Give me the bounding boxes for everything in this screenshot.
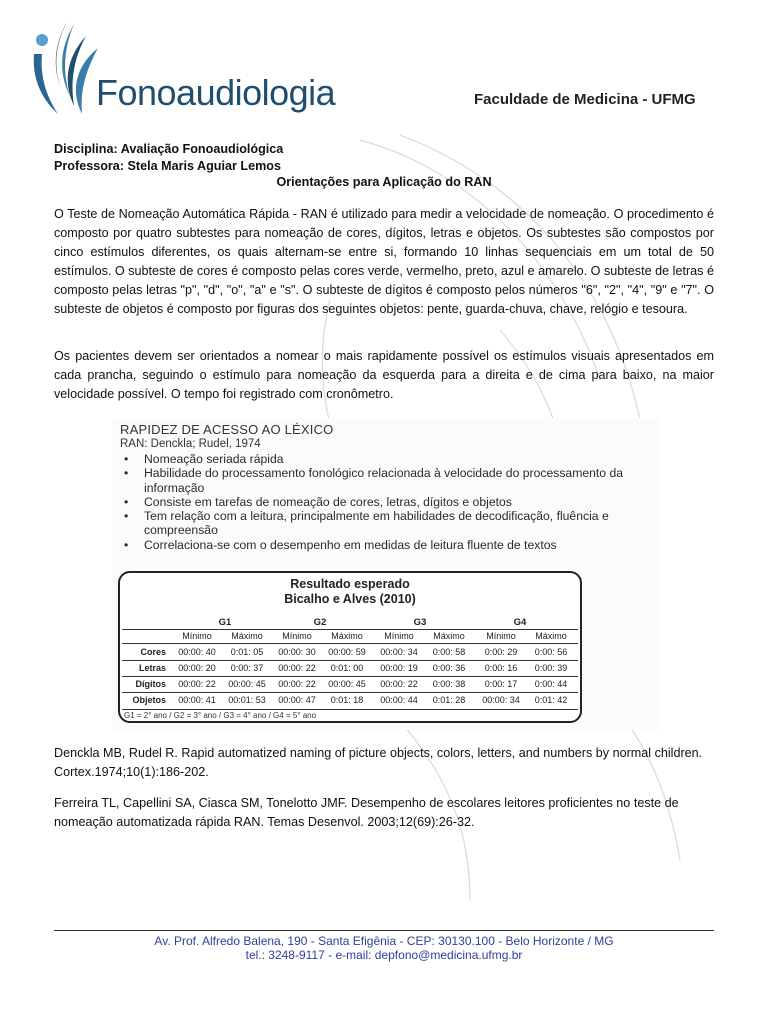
group-header: G1 bbox=[218, 617, 232, 628]
row-label: Cores bbox=[140, 647, 166, 657]
subheader-cell: Máximo bbox=[433, 631, 465, 641]
table-cell: 00:00: 20 bbox=[178, 663, 216, 673]
document-heading: Orientações para Aplicação do RAN bbox=[276, 175, 492, 189]
table-cell: 00:00: 34 bbox=[482, 695, 520, 705]
footer-divider bbox=[54, 930, 714, 931]
table-row bbox=[120, 679, 580, 692]
row-label: Objetos bbox=[132, 695, 166, 705]
table-cell: 0:00: 16 bbox=[484, 663, 518, 673]
scanned-figure bbox=[112, 418, 660, 730]
table-cell: 00:00: 22 bbox=[278, 663, 316, 673]
footer-contact: tel.: 3248-9117 - e-mail: depfono@medicina.ufmg.br bbox=[245, 948, 523, 962]
table-cell: 00:00: 22 bbox=[278, 679, 316, 689]
figure-subtitle: RAN: Denckla; Rudel, 1974 bbox=[120, 438, 261, 450]
professor-line: Professora: Stela Maris Aguiar Lemos bbox=[54, 159, 281, 173]
table-row bbox=[120, 695, 580, 708]
table-cell: 00:00: 34 bbox=[380, 647, 418, 657]
paragraph-intro: O Teste de Nomeação Automática Rápida - RAN é utilizado para medir a velocidade de nomeação. O procedimento é composto por quatro subtestes para nomeação de cores, dígitos, letras e objetos. Os subtestes são compostos por cinco estímulos diferentes, os quais alternam-se entre si, formando 10 linhas sequenciais em um total de 50 estímulos. O subteste de cores é composto pelas cores verde, vermelho, preto, azul e amarelo. O subteste de letras é composto pelas letras "p", "d", "o", "a" e "s". O subteste de dígitos é composto pelos números "6", "2", "4", "9" e "7". O subteste de objetos é composto por figuras dos seguintes objetos: pente, guarda-chuva, chave, relógio e tesoura. bbox=[54, 207, 714, 316]
table-cell: 00:00: 40 bbox=[178, 647, 216, 657]
bullet-item: • Habilidade do processamento fonológico relacionada à velocidade do processamento da informação bbox=[124, 466, 644, 495]
subheader-cell: Mínimo bbox=[384, 631, 414, 641]
table-cell: 00:00: 30 bbox=[278, 647, 316, 657]
table-cell: 0:01: 05 bbox=[230, 647, 264, 657]
bullet-item: • Nomeação seriada rápida bbox=[124, 452, 644, 466]
table-cell: 00:00: 44 bbox=[380, 695, 418, 705]
subheader-cell: Máximo bbox=[331, 631, 363, 641]
results-table bbox=[118, 571, 582, 723]
subheader-cell: Máximo bbox=[231, 631, 263, 641]
subheader-cell: Mínimo bbox=[486, 631, 516, 641]
table-cell: 0:01: 00 bbox=[330, 663, 364, 673]
table-cell: 0:00: 38 bbox=[432, 679, 466, 689]
table-cell: 00:00: 22 bbox=[178, 679, 216, 689]
subheader-cell: Mínimo bbox=[282, 631, 312, 641]
table-cell: 00:00: 22 bbox=[380, 679, 418, 689]
reference-item: Denckla MB, Rudel R. Rapid automatized naming of picture objects, colors, letters, and numbers by normal children. Cortex.1974;10(1):186-202. bbox=[54, 746, 703, 779]
table-cell: 0:00: 37 bbox=[230, 663, 264, 673]
group-header: G2 bbox=[313, 617, 327, 628]
table-cell: 0:00: 36 bbox=[432, 663, 466, 673]
discipline-line: Disciplina: Avaliação Fonoaudiológica bbox=[54, 142, 284, 156]
table-cell: 00:00: 45 bbox=[228, 679, 266, 689]
subheader-cell: Mínimo bbox=[182, 631, 212, 641]
row-label: Letras bbox=[138, 663, 166, 673]
table-row bbox=[120, 663, 580, 676]
table-cell: 0:01: 42 bbox=[534, 695, 568, 705]
table-cell: 00:00: 59 bbox=[328, 647, 366, 657]
bullet-item: • Tem relação com a leitura, principalmente em habilidades de decodificação, fluência e compreensão bbox=[124, 509, 644, 538]
figure-title: RAPIDEZ DE ACESSO AO LÉXICO bbox=[120, 422, 334, 437]
table-cell: 0:01: 28 bbox=[432, 695, 466, 705]
table-cell: 0:00: 17 bbox=[484, 679, 518, 689]
paragraph-instructions: Os pacientes devem ser orientados a nomear o mais rapidamente possível os estímulos visuais apresentados em cada prancha, seguindo o estímulo para nomeação da esquerda para a direita e de cima para baixo, na maior velocidade possível. O tempo foi registrado com cronômetro. bbox=[54, 349, 714, 401]
table-cell: 0:00: 29 bbox=[484, 647, 518, 657]
figure-bullet-list bbox=[124, 452, 644, 552]
table-row bbox=[120, 647, 580, 660]
table-title: Resultado esperado bbox=[290, 577, 410, 591]
table-cell: 0:00: 39 bbox=[534, 663, 568, 673]
table-subtitle: Bicalho e Alves (2010) bbox=[284, 592, 416, 606]
reference-item: Ferreira TL, Capellini SA, Ciasca SM, Tonelotto JMF. Desempenho de escolares leitores proficientes no teste de nomeação automatizada rápida RAN. Temas Desenvol. 2003;12(69):26-32. bbox=[54, 796, 679, 829]
bullet-item: • Consiste em tarefas de nomeação de cores, letras, dígitos e objetos bbox=[124, 495, 644, 509]
table-cell: 0:00: 44 bbox=[534, 679, 568, 689]
faculty-name: Faculdade de Medicina - UFMG bbox=[474, 91, 696, 108]
table-cell: 0:01: 18 bbox=[330, 695, 364, 705]
table-cell: 00:00: 41 bbox=[178, 695, 216, 705]
table-cell: 00:00: 47 bbox=[278, 695, 316, 705]
bullet-item: • Correlaciona-se com o desempenho em medidas de leitura fluente de textos bbox=[124, 538, 644, 552]
table-cell: 00:00: 45 bbox=[328, 679, 366, 689]
subheader-cell: Máximo bbox=[535, 631, 567, 641]
group-header: G3 bbox=[413, 617, 427, 628]
table-cell: 0:00: 56 bbox=[534, 647, 568, 657]
row-label: Dígitos bbox=[135, 679, 166, 689]
group-header: G4 bbox=[513, 617, 527, 628]
footer-address: Av. Prof. Alfredo Balena, 190 - Santa Efigênia - CEP: 30130.100 - Belo Horizonte / MG bbox=[154, 934, 614, 948]
table-cell: 00:01: 53 bbox=[228, 695, 266, 705]
table-note: G1 = 2° ano / G2 = 3° ano / G3 = 4° ano / G4 = 5° ano bbox=[124, 711, 317, 720]
table-cell: 00:00: 19 bbox=[380, 663, 418, 673]
table-cell: 0:00: 58 bbox=[432, 647, 466, 657]
logo-text: Fonoaudiologia bbox=[96, 72, 336, 113]
